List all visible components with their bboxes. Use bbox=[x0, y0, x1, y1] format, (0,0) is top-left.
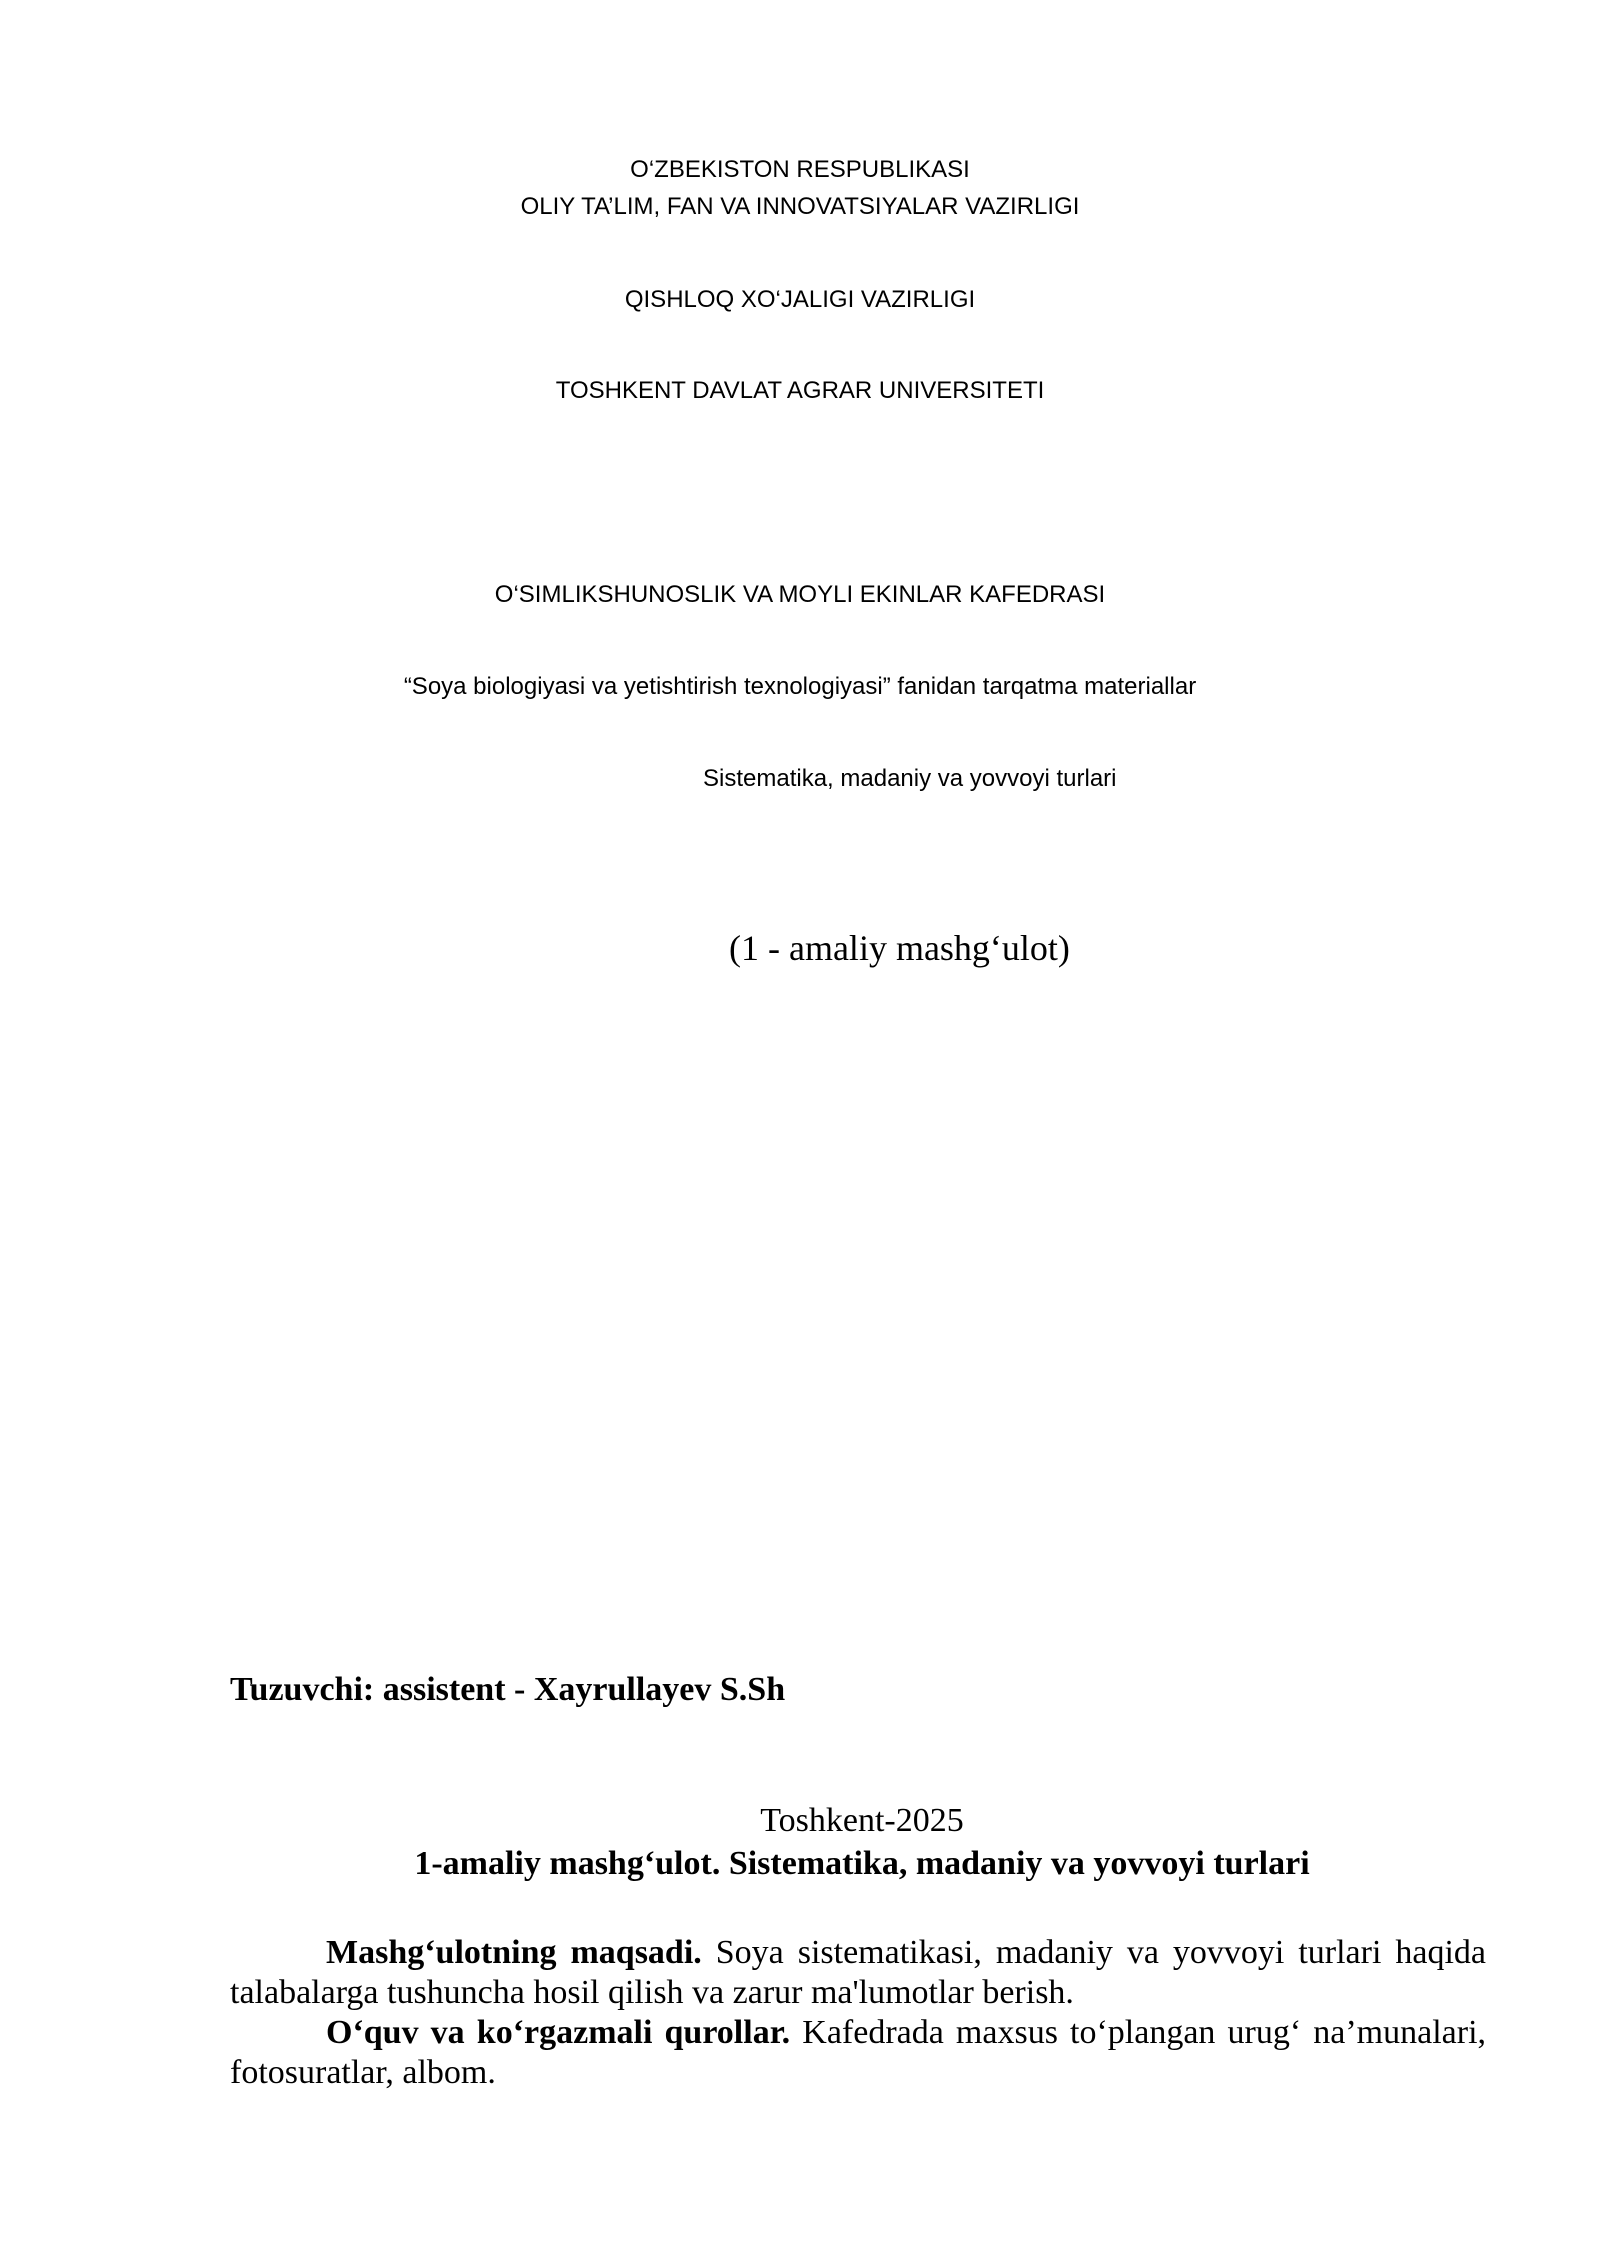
tools-text: Kafedrada maxsus to‘plangan urug‘ na’munalari, fotosuratlar, albom. bbox=[230, 2014, 1487, 2091]
goal-text: Soya sistematikasi, madaniy va yovvoyi turlari haqida talabalarga tushuncha hosil qilish va zarur ma'lumotlar berish. bbox=[230, 1934, 1486, 2011]
university-heading: TOSHKENT DAVLAT AGRAR UNIVERSITETI bbox=[555, 377, 1045, 404]
course-line: “Soya biologiyasi va yetishtirish texnologiyasi” fanidan tarqatma materiallar bbox=[403, 673, 1197, 700]
city-year: Toshkent-2025 bbox=[760, 1802, 964, 1839]
republic-heading: O‘ZBEKISTON RESPUBLIKASI bbox=[630, 156, 970, 183]
ministry-agriculture-heading: QISHLOQ XO‘JALIGI VAZIRLIGI bbox=[624, 286, 976, 313]
tools-paragraph bbox=[230, 2013, 1486, 2093]
lesson-title: 1-amaliy mashg‘ulot. Sistematika, madaniy va yovvoyi turlari bbox=[414, 1845, 1310, 1882]
topic-line: Sistematika, madaniy va yovvoyi turlari bbox=[703, 765, 1117, 792]
author-line: Tuzuvchi: assistent - Xayrullayev S.Sh bbox=[230, 1671, 786, 1708]
department-heading: O‘SIMLIKSHUNOSLIK VA MOYLI EKINLAR KAFEDRASI bbox=[494, 581, 1106, 608]
goal-paragraph bbox=[230, 1933, 1486, 2013]
lesson-number: (1 - amaliy mashg‘ulot) bbox=[729, 928, 1070, 968]
tools-label: O‘quv va ko‘rgazmali qurollar. bbox=[326, 2014, 791, 2051]
ministry-education-heading: OLIY TA’LIM, FAN VA INNOVATSIYALAR VAZIRLIGI bbox=[520, 193, 1080, 220]
goal-label: Mashg‘ulotning maqsadi. bbox=[326, 1934, 702, 1971]
